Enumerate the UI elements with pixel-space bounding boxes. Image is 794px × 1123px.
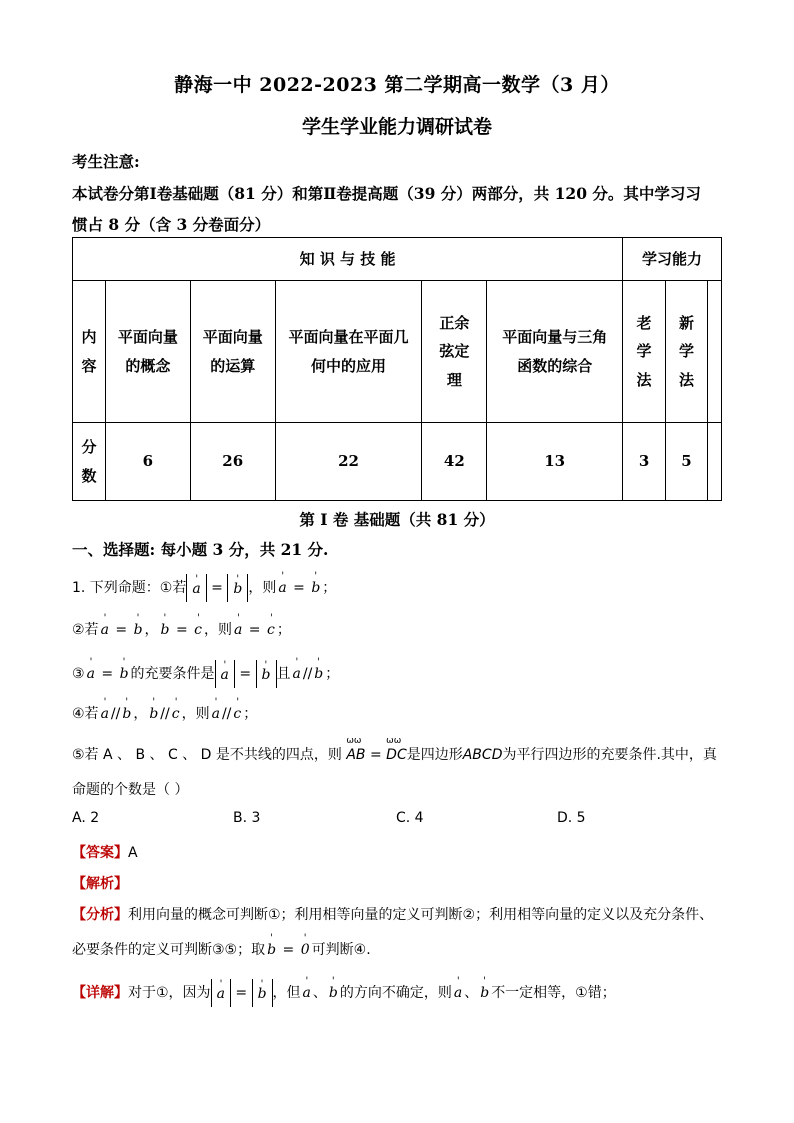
answer-line: [72, 842, 138, 862]
option-b: B. 3: [233, 810, 261, 826]
col-geometry: 平面向量在平面几 何中的应用: [275, 281, 422, 423]
analysis-label: 【解析】: [72, 876, 128, 892]
question-line-4: ④若' a //' b ，' b //' c ，则' a //' c ；: [72, 703, 257, 723]
notice-line-2: 惯占 8 分（含 3 分卷面分）: [72, 215, 271, 234]
section-title: 第 I 卷 基础题（共 81 分）: [299, 510, 495, 529]
fenxi-line-2: 必要条件的定义可判断③⑤；取' b = ' 0 可判断④.: [72, 939, 371, 959]
header-ability: 学习能力: [623, 238, 722, 281]
answer-value: A: [128, 845, 138, 861]
col-new-method: 新 学 法: [666, 281, 708, 423]
detail-line: 【详解】对于①，因为' a = ' b ，但' a 、' b 的方向不确定，则' a 、' b 不一定相等，①错；: [72, 979, 616, 1007]
exam-title: 静海一中 2022-2023 第二学期高一数学（3 月）: [174, 74, 620, 96]
col-old-method: 老 学 法: [623, 281, 666, 423]
score-cell: 13: [487, 423, 623, 501]
score-cell: 22: [275, 423, 422, 501]
col-operation: 平面向量 的运算: [190, 281, 275, 423]
col-concept: 平面向量 的概念: [105, 281, 190, 423]
row-label-score: 分 数: [73, 423, 106, 501]
header-knowledge: 知 识 与 技 能: [73, 238, 623, 281]
row-label-content: 内 容: [73, 281, 106, 423]
score-cell: 42: [422, 423, 487, 501]
question-line-3: ③' a = ' b 的充要条件是' a = ' b 且' a //' b ；: [72, 660, 339, 688]
question-line-2: ②若' a = ' b ，' b = ' c ，则' a = ' c ；: [72, 619, 291, 639]
table-row-content: [73, 281, 722, 423]
fenxi-line-1: 【分析】利用向量的概念可判断①；利用相等向量的定义可判断②；利用相等向量的定义以及充分条件、: [72, 907, 714, 923]
exam-subtitle: 学生学业能力调研试卷: [301, 116, 492, 138]
question-line-6: 命题的个数是（ ）: [72, 782, 189, 798]
question-line-5: ⑤若 A 、 B 、 C 、 D 是不共线的四点，则 ωω AB = ωω DC是四边形ABCD为平行四边形的充要条件.其中，真: [72, 736, 717, 763]
option-d: D. 5: [557, 810, 586, 826]
score-cell: 3: [623, 423, 666, 501]
score-cell: 6: [105, 423, 190, 501]
score-cell: 26: [190, 423, 275, 501]
option-c: C. 4: [396, 810, 424, 826]
score-cell: 5: [666, 423, 708, 501]
question-line-1: 1. 下列命题：①若' a = ' b ，则' a = ' b ；: [72, 574, 336, 602]
knowledge-table: [72, 237, 722, 501]
col-sine-cosine: 正余 弦定 理: [422, 281, 487, 423]
notice-line-1: 本试卷分第Ⅰ卷基础题（81 分）和第Ⅱ卷提高题（39 分）两部分，共 120 分。其中学习习: [72, 184, 701, 203]
notice-heading: 考生注意:: [72, 152, 140, 171]
option-a: A. 2: [72, 810, 100, 826]
col-trig: 平面向量与三角 函数的综合: [487, 281, 623, 423]
answer-label: 【答案】: [72, 845, 128, 861]
table-row-score: [73, 423, 722, 501]
part-heading: 一、选择题: 每小题 3 分，共 21 分.: [72, 540, 329, 559]
